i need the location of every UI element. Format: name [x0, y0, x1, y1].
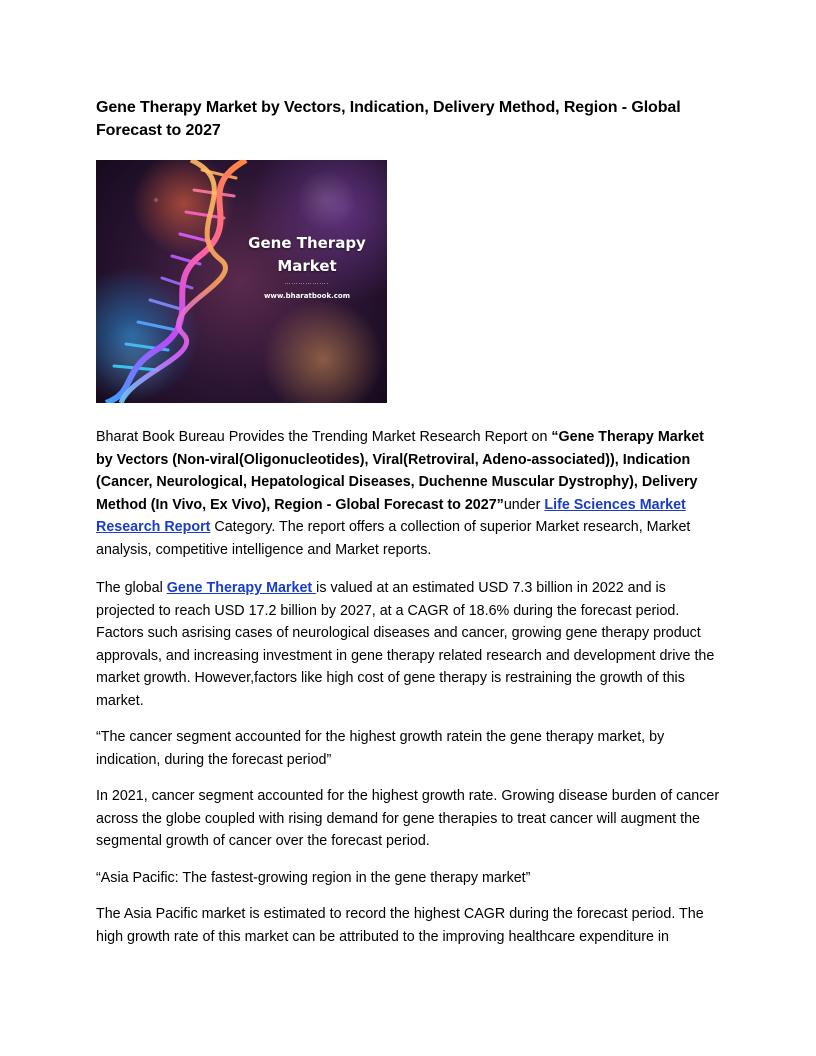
intro-lead: Bharat Book Bureau Provides the Trending Market Research Report on — [96, 429, 552, 445]
market-tail: is valued at an estimated USD 7.3 billion in 2022 and is projected to reach USD 17.2 billion by 2027, at a CAGR of 18.6% during the forecast period. Factors such asrising cases of neurological diseases and cancer, growing gene therapy product approvals, and increasing investment in gene therapy related research and development drive the market growth. However,factors like high cost of gene therapy is restraining the growth of this market. — [96, 580, 715, 709]
cover-divider: ………………. — [284, 280, 330, 286]
gene-therapy-market-link[interactable]: Gene Therapy Market — [166, 580, 317, 596]
category-link[interactable]: Life Sciences Market Research Report — [96, 496, 686, 535]
cover-title-line2: Market — [277, 257, 337, 275]
market-lead: The global — [96, 580, 167, 596]
intro-paragraph — [96, 426, 720, 561]
cancer-paragraph: In 2021, cancer segment accounted for the highest growth rate. Growing disease burden of cancer across the globe coupled with rising demand for gene therapies to treat cancer will augment the segmental growth of cancer over the forecast period. — [96, 788, 720, 849]
cover-url: www.bharatbook.com — [263, 292, 351, 300]
cover-title-line1: Gene Therapy — [248, 234, 366, 252]
market-paragraph — [96, 577, 720, 712]
cancer-quote: “The cancer segment accounted for the highest growth ratein the gene therapy market, by indication, during the forecast period” — [96, 729, 665, 768]
apac-quote: “Asia Pacific: The fastest-growing region in the gene therapy market” — [96, 869, 531, 886]
cover-image — [96, 160, 387, 403]
document-page — [96, 96, 720, 948]
apac-paragraph: The Asia Pacific market is estimated to record the highest CAGR during the forecast period. The high growth rate of this market can be attributed to the improving healthcare expenditure in — [96, 906, 704, 945]
intro-tail: Category. The report offers a collection of superior Market research, Market analysis, competitive intelligence and Market reports. — [96, 519, 691, 558]
intro-under: under — [503, 496, 545, 513]
cover-caption — [246, 232, 368, 300]
document-title: Gene Therapy Market by Vectors, Indication, Delivery Method, Region - Global Forecast to 2027 — [96, 99, 681, 139]
report-title: “Gene Therapy Market by Vectors (Non-viral(Oligonucleotides), Viral(Retroviral, Adeno-associated)), Indication (Cancer, Neurological, Hepatological Diseases, Duchenne Muscular Dystrophy), Delivery Method (In Vivo, Ex Vivo), Region - Global Forecast to 2027” — [96, 429, 704, 513]
